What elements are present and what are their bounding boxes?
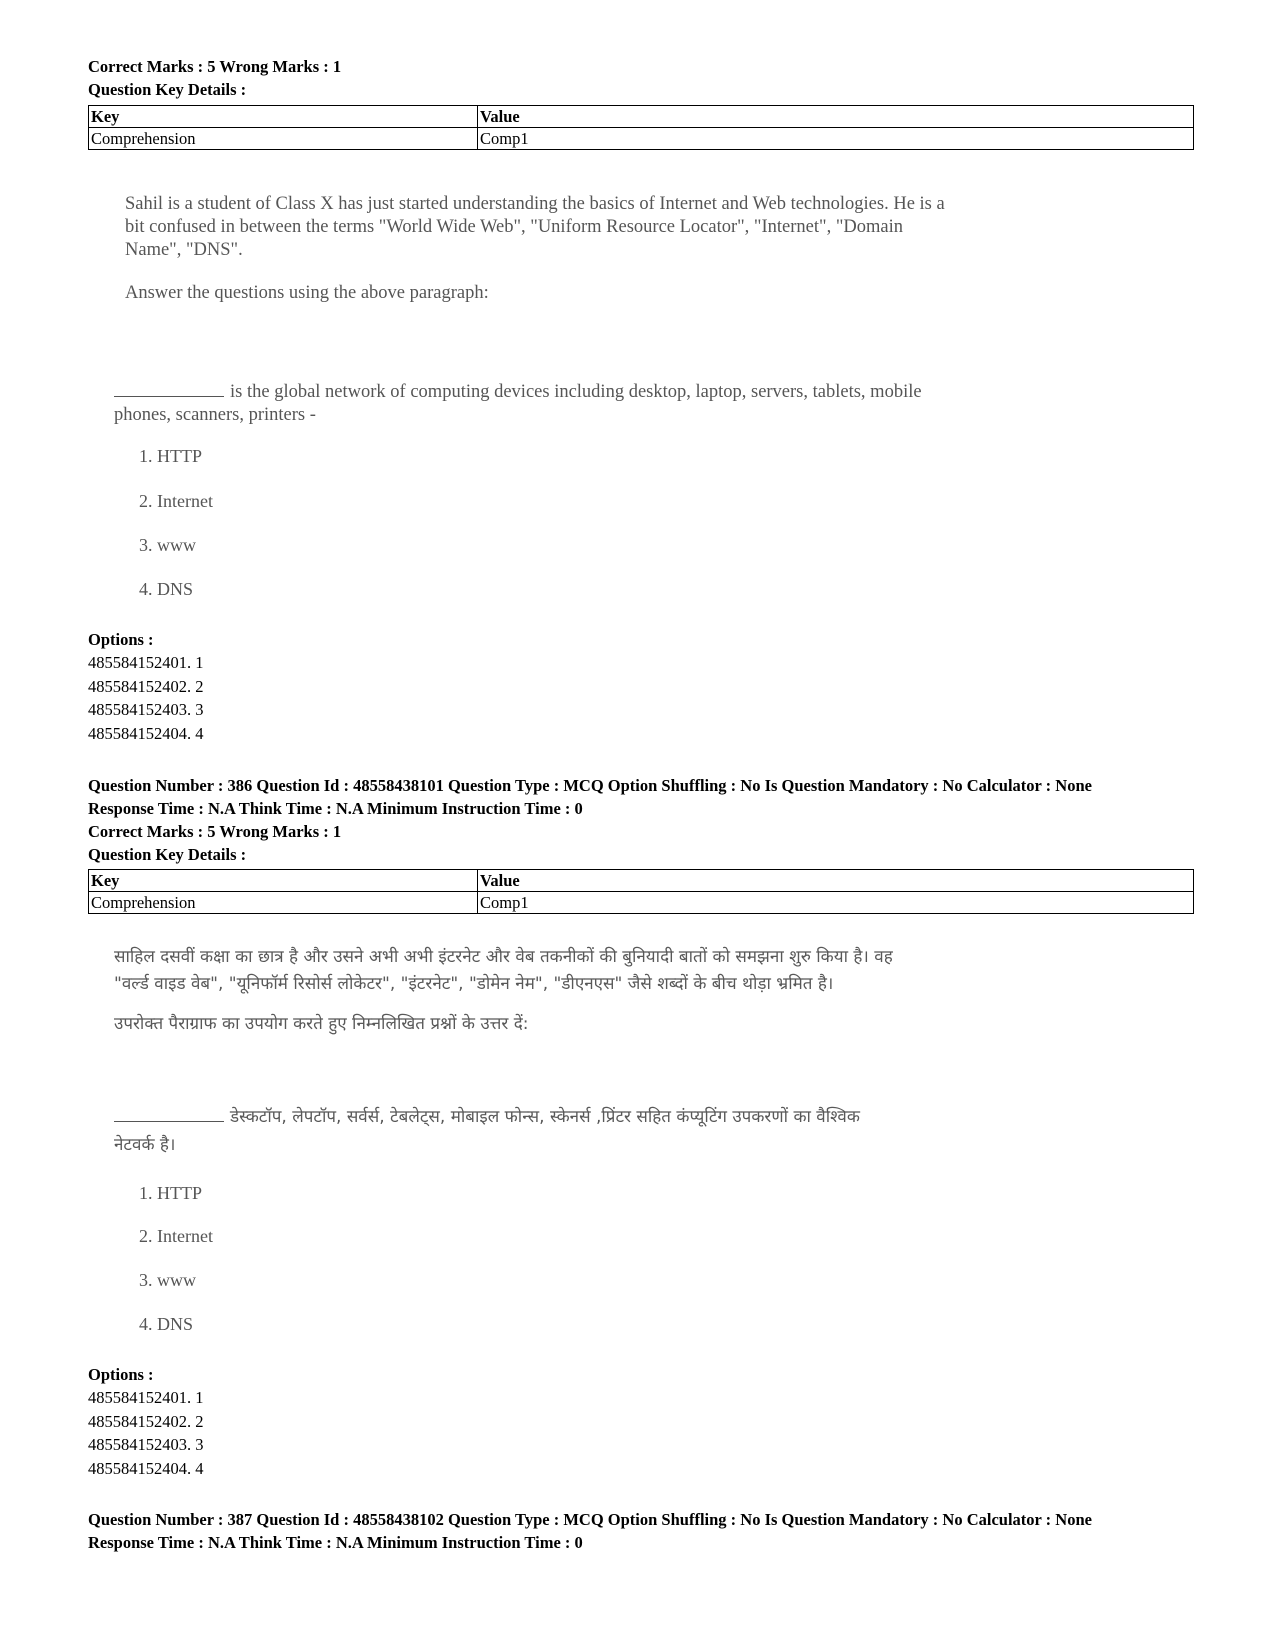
option-item: 485584152403. 3 bbox=[88, 700, 204, 719]
q386-choice-1: 1. HTTP bbox=[139, 1183, 202, 1203]
q386-question bbox=[114, 1103, 860, 1159]
q385-key-table bbox=[88, 105, 1194, 150]
value-cell: Comp1 bbox=[478, 128, 1194, 150]
question-line bbox=[114, 380, 922, 404]
question-text: डेस्कटॉप, लेपटॉप, सर्वर्स, टेबलेट्स, मोबाइल फोन्स, स्केनर्स ,प्रिंटर सहित कंप्यूटिंग उपकरणों का वैश्विक bbox=[230, 1107, 860, 1127]
value-header: Value bbox=[478, 106, 1194, 128]
option-item: 485584152403. 3 bbox=[88, 1435, 204, 1454]
q385-options bbox=[88, 651, 204, 745]
q385-marks: Correct Marks : 5 Wrong Marks : 1 bbox=[88, 57, 342, 76]
question-line bbox=[114, 1103, 860, 1131]
q386-options-label: Options : bbox=[88, 1365, 154, 1384]
question-line: नेटवर्क है। bbox=[114, 1135, 176, 1155]
q385-instruction: Answer the questions using the above paragraph: bbox=[125, 283, 489, 303]
option-item: 485584152401. 1 bbox=[88, 1388, 204, 1407]
q385-choice-2: 2. Internet bbox=[139, 491, 213, 511]
key-header: Key bbox=[89, 870, 478, 892]
table-header-row bbox=[89, 106, 1194, 128]
passage-line: "वर्ल्ड वाइड वेब", "यूनिफॉर्म रिसोर्स लोकेटर", "इंटरनेट", "डोमेन नेम", "डीएनएस" जैसे शब्दों के बीच थोड़ा भ्रमित है। bbox=[114, 974, 834, 994]
table-row bbox=[89, 892, 1194, 914]
option-item: 485584152402. 2 bbox=[88, 676, 204, 696]
passage-line: साहिल दसवीं कक्षा का छात्र है और उसने अभी अभी इंटरनेट और वेब तकनीकों की बुनियादी बातों को समझना शुरु किया है। वह bbox=[114, 947, 893, 967]
q385-question bbox=[114, 380, 922, 427]
question-text: is the global network of computing devices including desktop, laptop, servers, tablets, mobile bbox=[230, 382, 922, 402]
header-line: Response Time : N.A Think Time : N.A Minimum Instruction Time : 0 bbox=[88, 799, 583, 818]
q386-key-details-label: Question Key Details : bbox=[88, 845, 247, 864]
q387-header bbox=[88, 1508, 1092, 1554]
q385-key-details-label: Question Key Details : bbox=[88, 80, 247, 99]
q386-passage bbox=[114, 944, 893, 998]
header-line: Response Time : N.A Think Time : N.A Minimum Instruction Time : 0 bbox=[88, 1533, 583, 1552]
q385-options-label: Options : bbox=[88, 630, 154, 649]
passage-line: bit confused in between the terms "World Wide Web", "Uniform Resource Locator", "Internet", "Domain bbox=[125, 217, 903, 237]
table-row bbox=[89, 128, 1194, 150]
option-item: 485584152404. 4 bbox=[88, 723, 204, 743]
answer-blank bbox=[114, 380, 224, 397]
passage-line: Name", "DNS". bbox=[125, 240, 243, 260]
q385-choice-1: 1. HTTP bbox=[139, 446, 202, 466]
value-header: Value bbox=[478, 870, 1194, 892]
q386-marks: Correct Marks : 5 Wrong Marks : 1 bbox=[88, 822, 342, 841]
header-line: Question Number : 386 Question Id : 48558438101 Question Type : MCQ Option Shuffling : No Is Question Mandatory : No Calculator : None bbox=[88, 776, 1092, 795]
option-item: 485584152402. 2 bbox=[88, 1411, 204, 1431]
q386-instruction: उपरोक्त पैराग्राफ का उपयोग करते हुए निम्नलिखित प्रश्नों के उत्तर दें: bbox=[114, 1014, 529, 1034]
option-item: 485584152401. 1 bbox=[88, 653, 204, 672]
key-cell: Comprehension bbox=[89, 128, 478, 150]
q385-choice-3: 3. www bbox=[139, 535, 196, 555]
header-line: Question Number : 387 Question Id : 48558438102 Question Type : MCQ Option Shuffling : No Is Question Mandatory : No Calculator : None bbox=[88, 1510, 1092, 1529]
q385-passage bbox=[125, 193, 945, 262]
option-item: 485584152404. 4 bbox=[88, 1458, 204, 1478]
key-header: Key bbox=[89, 106, 478, 128]
q386-choice-3: 3. www bbox=[139, 1270, 196, 1290]
table-header-row bbox=[89, 870, 1194, 892]
q386-header bbox=[88, 774, 1092, 820]
passage-line: Sahil is a student of Class X has just started understanding the basics of Internet and Web technologies. He is a bbox=[125, 194, 945, 214]
key-cell: Comprehension bbox=[89, 892, 478, 914]
q386-choice-2: 2. Internet bbox=[139, 1226, 213, 1246]
value-cell: Comp1 bbox=[478, 892, 1194, 914]
answer-blank bbox=[114, 1105, 224, 1122]
q386-key-table bbox=[88, 869, 1194, 914]
question-line: phones, scanners, printers - bbox=[114, 405, 316, 425]
q385-choice-4: 4. DNS bbox=[139, 579, 194, 599]
q386-options bbox=[88, 1386, 204, 1480]
q386-choice-4: 4. DNS bbox=[139, 1314, 194, 1334]
